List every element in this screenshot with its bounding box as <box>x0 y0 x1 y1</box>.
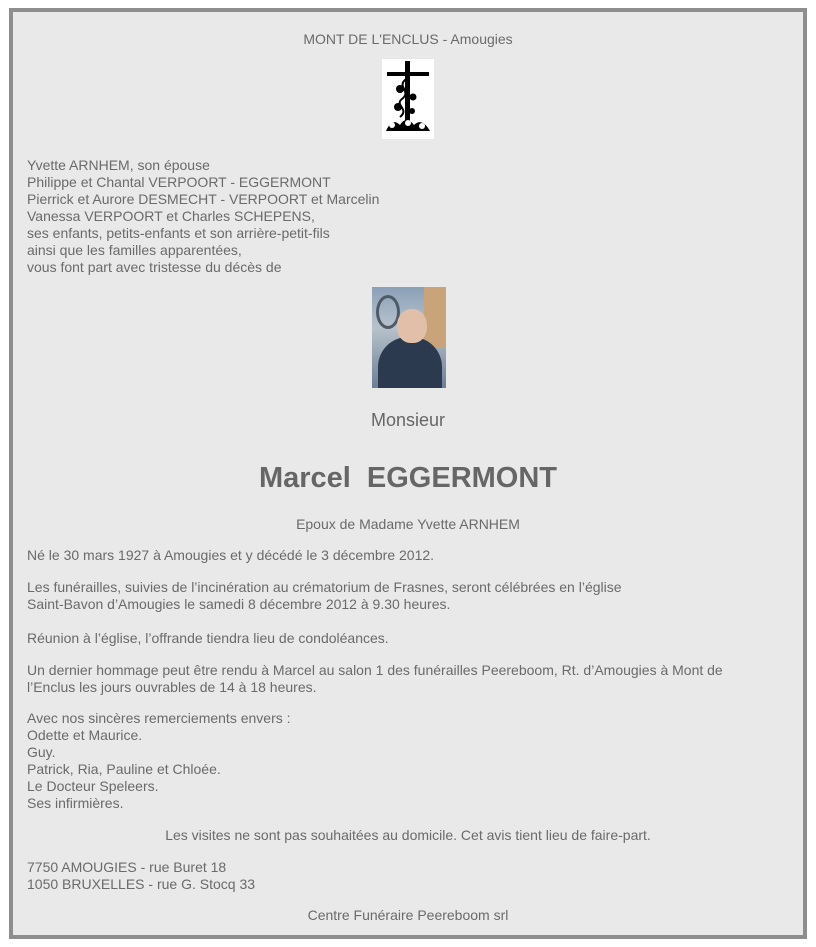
thanks-list <box>27 710 291 812</box>
cross-image <box>382 59 434 139</box>
thanks-line: Odette et Maurice. <box>27 727 143 743</box>
family-line: ses enfants, petits-enfants et son arrière-petit-fils <box>27 225 330 241</box>
birth-death-line: Né le 30 mars 1927 à Amougies et y décédé le 3 décembre 2012. <box>27 547 435 563</box>
gathering-line: Réunion à l’église, l’offrande tiendra lieu de condoléances. <box>27 630 389 646</box>
honorific: Monsieur <box>370 410 446 430</box>
thanks-line: Ses infirmières. <box>27 795 124 811</box>
death-notice-card <box>9 8 807 939</box>
address-line: 7750 AMOUGIES - rue Buret 18 <box>27 859 227 875</box>
tribute-paragraph <box>27 662 723 696</box>
family-line: Philippe et Chantal VERPOORT - EGGERMONT <box>27 174 331 190</box>
family-line: Yvette ARNHEM, son épouse <box>27 157 210 173</box>
family-list <box>27 157 379 276</box>
thanks-line: Guy. <box>27 744 56 760</box>
funeral-line: Saint-Bavon d’Amougies le samedi 8 décembre 2012 à 9.30 heures. <box>27 596 451 612</box>
family-line: ainsi que les familles apparentées, <box>27 242 242 258</box>
funeral-line: Les funérailles, suivies de l’incinération au crématorium de Frasnes, seront célébrées en l’église <box>27 579 622 595</box>
tribute-line: Un dernier hommage peut être rendu à Marcel au salon 1 des funérailles Peereboom, Rt. d’Amougies à Mont de <box>27 662 723 678</box>
family-line: Vanessa VERPOORT et Charles SCHEPENS, <box>27 208 315 224</box>
funeral-home: Centre Funéraire Peereboom srl <box>307 907 509 923</box>
family-line: Pierrick et Aurore DESMECHT - VERPOORT et Marcelin <box>27 191 380 207</box>
spouse-line: Epoux de Madame Yvette ARNHEM <box>296 516 520 532</box>
address-list <box>27 859 255 893</box>
deceased-name: Marcel EGGERMONT <box>258 462 558 494</box>
visits-notice: Les visites ne sont pas souhaitées au domicile. Cet avis tient lieu de faire-part. <box>165 827 651 843</box>
funeral-paragraph <box>27 579 622 613</box>
family-line: vous font part avec tristesse du décès de <box>27 259 282 275</box>
thanks-line: Patrick, Ria, Pauline et Chloée. <box>27 761 221 777</box>
deceased-photo <box>372 287 446 388</box>
thanks-line: Le Docteur Speleers. <box>27 778 159 794</box>
tribute-line: l’Enclus les jours ouvrables de 14 à 18 heures. <box>27 679 317 695</box>
location-header: MONT DE L'ENCLUS - Amougies <box>303 31 513 47</box>
address-line: 1050 BRUXELLES - rue G. Stocq 33 <box>27 876 256 892</box>
thanks-line: Avec nos sincères remerciements envers : <box>27 710 291 726</box>
